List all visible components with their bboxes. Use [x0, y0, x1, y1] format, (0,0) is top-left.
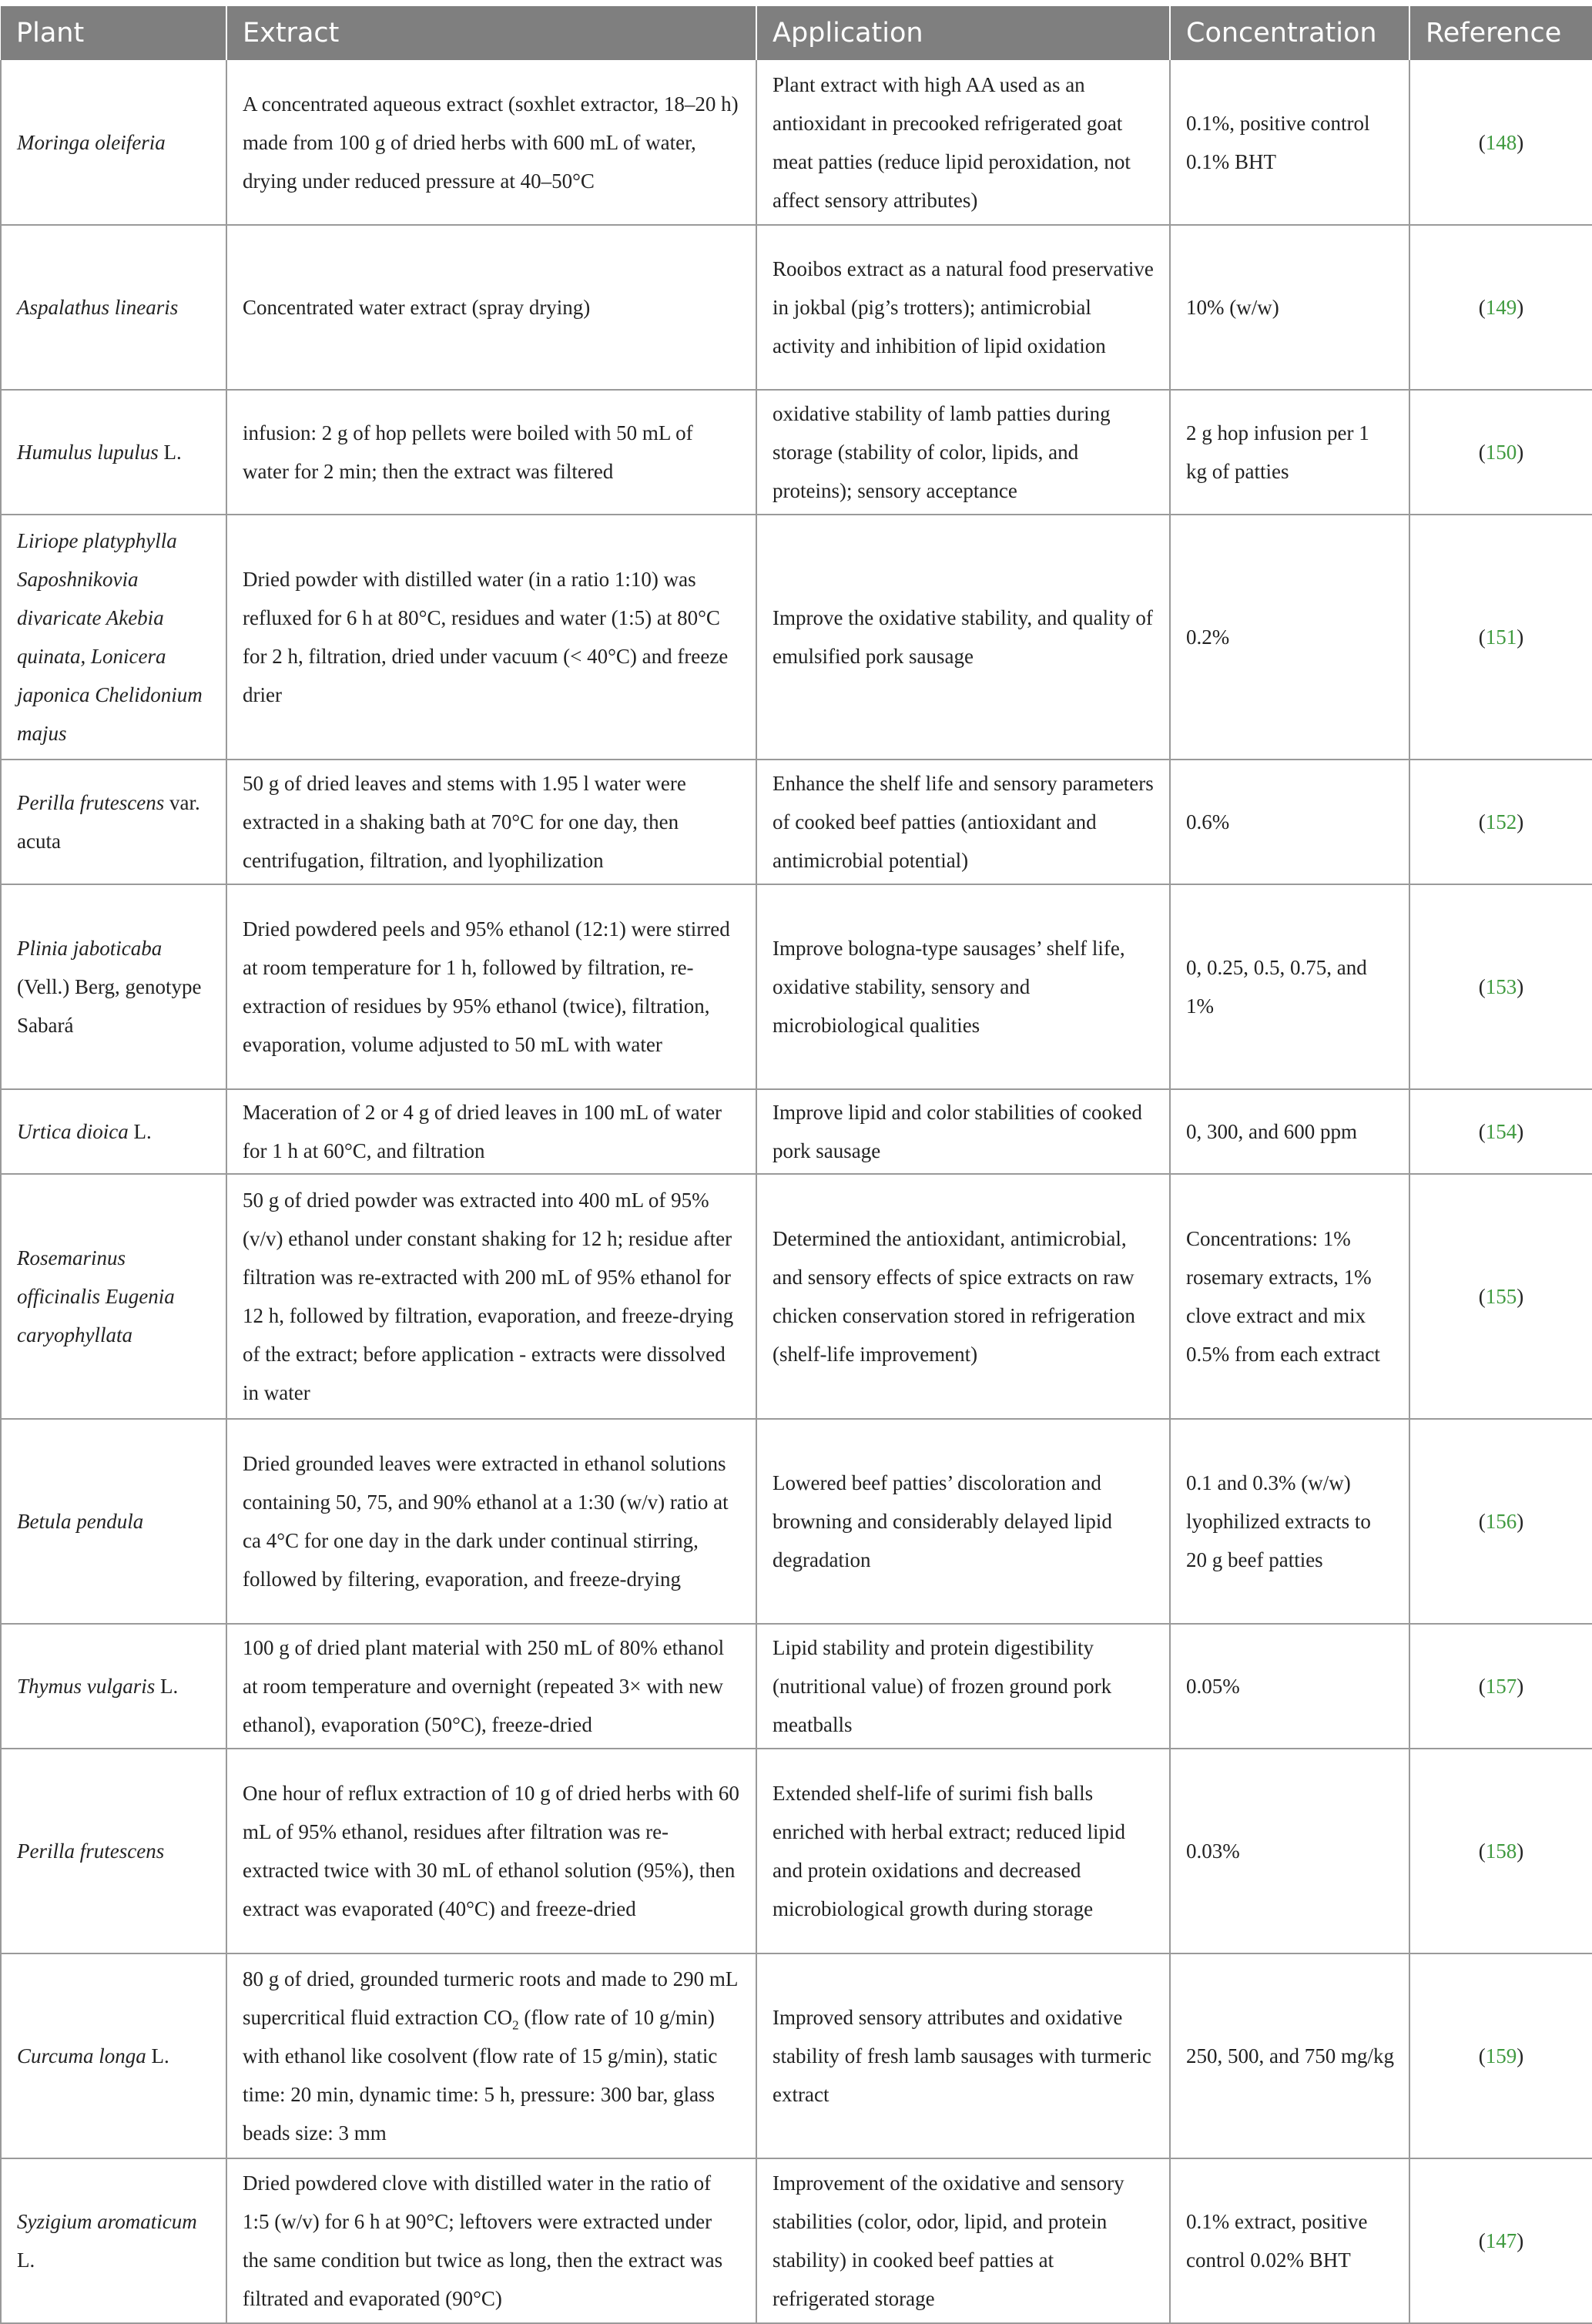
header-concentration: Concentration	[1170, 6, 1409, 60]
reference-cell: (152)	[1409, 760, 1592, 884]
reference-link[interactable]: 153	[1485, 975, 1517, 998]
plant-name: Rosemarinus officinalis Eugenia caryophyllata	[17, 1246, 175, 1346]
extract-cell: Dried powdered clove with distilled water in the ratio of 1:5 (w/v) for 6 h at 90°C; leftovers were extracted under the same condition but twice as long, then the extract was filtrated and evaporated (90°C)	[226, 2158, 756, 2323]
plant-name: Perilla frutescens	[17, 1839, 165, 1863]
reference-link[interactable]: 155	[1485, 1285, 1517, 1308]
extract-text-cont: (flow rate of 10 g/min) with ethanol like cosolvent (flow rate of 15 g/min), static time: 20 min, dynamic time: 5 h, pressure: 300 bar, glass beads size: 3 mm	[243, 2006, 718, 2145]
reference-link[interactable]: 151	[1485, 625, 1517, 649]
table-row	[1, 1749, 1592, 1953]
table-row	[1, 1419, 1592, 1624]
plant-name: Aspalathus linearis	[17, 296, 179, 319]
plant-cell	[1, 2158, 226, 2323]
plant-cell	[1, 1624, 226, 1749]
plant-name-suffix: L.	[158, 441, 182, 464]
plant-cell	[1, 1419, 226, 1624]
plant-name-suffix: L.	[155, 1675, 179, 1698]
plant-cell	[1, 1174, 226, 1419]
extract-cell	[226, 1953, 756, 2158]
plant-name: Betula pendula	[17, 1510, 144, 1533]
application-cell: Lipid stability and protein digestibility (nutritional value) of frozen ground pork meatballs	[756, 1624, 1170, 1749]
extract-cell: Maceration of 2 or 4 g of dried leaves in 100 mL of water for 1 h at 60°C, and filtration	[226, 1089, 756, 1174]
plant-cell	[1, 1089, 226, 1174]
reference-link[interactable]: 149	[1485, 296, 1517, 319]
application-cell: Rooibos extract as a natural food preservative in jokbal (pig’s trotters); antimicrobial activity and inhibition of lipid oxidation	[756, 225, 1170, 390]
extract-text: 80 g of dried, grounded turmeric roots and made to 290 mL supercritical fluid extraction CO	[243, 1967, 738, 2029]
plant-cell	[1, 60, 226, 225]
concentration-cell: Concentrations: 1% rosemary extracts, 1% clove extract and mix 0.5% from each extract	[1170, 1174, 1409, 1419]
concentration-cell: 2 g hop infusion per 1 kg of patties	[1170, 390, 1409, 515]
extract-cell: A concentrated aqueous extract (soxhlet extractor, 18–20 h) made from 100 g of dried herbs with 600 mL of water, drying under reduced pressure at 40–50°C	[226, 60, 756, 225]
header-plant: Plant	[1, 6, 226, 60]
concentration-cell: 0, 0.25, 0.5, 0.75, and 1%	[1170, 884, 1409, 1089]
application-cell: Improvement of the oxidative and sensory stabilities (color, odor, lipid, and protein stability) in cooked beef patties at refrigerated storage	[756, 2158, 1170, 2323]
reference-cell: (158)	[1409, 1749, 1592, 1953]
application-cell: Lowered beef patties’ discoloration and browning and considerably delayed lipid degradation	[756, 1419, 1170, 1624]
table-row	[1, 2158, 1592, 2323]
reference-cell: (154)	[1409, 1089, 1592, 1174]
reference-link[interactable]: 159	[1485, 2044, 1517, 2067]
application-cell: Improve the oxidative stability, and quality of emulsified pork sausage	[756, 515, 1170, 760]
table-row	[1, 1174, 1592, 1419]
table-row	[1, 1089, 1592, 1174]
plant-cell	[1, 225, 226, 390]
concentration-cell: 0.1%, positive control 0.1% BHT	[1170, 60, 1409, 225]
reference-link[interactable]: 150	[1485, 441, 1517, 464]
table-row	[1, 760, 1592, 884]
plant-cell	[1, 1749, 226, 1953]
table-row	[1, 225, 1592, 390]
application-cell: Improved sensory attributes and oxidative stability of fresh lamb sausages with turmeric extract	[756, 1953, 1170, 2158]
application-cell: Determined the antioxidant, antimicrobial, and sensory effects of spice extracts on raw chicken conservation stored in refrigeration (shelf-life improvement)	[756, 1174, 1170, 1419]
extract-cell: 50 g of dried leaves and stems with 1.95 l water were extracted in a shaking bath at 70°C for one day, then centrifugation, filtration, and lyophilization	[226, 760, 756, 884]
reference-link[interactable]: 157	[1485, 1675, 1517, 1698]
table-row	[1, 1624, 1592, 1749]
co2-subscript: 2	[512, 2017, 519, 2033]
reference-link[interactable]: 154	[1485, 1120, 1517, 1143]
application-cell: oxidative stability of lamb patties during storage (stability of color, lipids, and proteins); sensory acceptance	[756, 390, 1170, 515]
plant-cell	[1, 1953, 226, 2158]
header-reference: Reference	[1409, 6, 1592, 60]
reference-cell: (148)	[1409, 60, 1592, 225]
plant-name: Plinia jaboticaba	[17, 937, 163, 960]
concentration-cell: 0.05%	[1170, 1624, 1409, 1749]
application-cell: Plant extract with high AA used as an antioxidant in precooked refrigerated goat meat patties (reduce lipid peroxidation, not affect sensory attributes)	[756, 60, 1170, 225]
plant-name-suffix: L.	[128, 1120, 152, 1143]
extracts-table-container	[0, 6, 1592, 2324]
plant-name: Perilla frutescens	[17, 791, 165, 814]
plant-name-suffix: var. acuta	[17, 791, 200, 853]
concentration-cell: 0.03%	[1170, 1749, 1409, 1953]
table-row	[1, 390, 1592, 515]
plant-name: Liriope platyphylla Saposhnikovia divaricate Akebia quinata, Lonicera japonica Chelidonium majus	[17, 529, 203, 745]
concentration-cell: 250, 500, and 750 mg/kg	[1170, 1953, 1409, 2158]
reference-cell: (153)	[1409, 884, 1592, 1089]
plant-extracts-table	[0, 6, 1592, 2324]
concentration-cell: 0, 300, and 600 ppm	[1170, 1089, 1409, 1174]
reference-cell: (147)	[1409, 2158, 1592, 2323]
reference-cell: (157)	[1409, 1624, 1592, 1749]
reference-link[interactable]: 152	[1485, 810, 1517, 833]
extract-cell: 100 g of dried plant material with 250 mL of 80% ethanol at room temperature and overnight (repeated 3× with new ethanol), evaporation (50°C), freeze-dried	[226, 1624, 756, 1749]
header-extract: Extract	[226, 6, 756, 60]
reference-link[interactable]: 158	[1485, 1839, 1517, 1863]
reference-link[interactable]: 148	[1485, 130, 1517, 154]
concentration-cell: 0.1% extract, positive control 0.02% BHT	[1170, 2158, 1409, 2323]
extract-cell: Dried powder with distilled water (in a ratio 1:10) was refluxed for 6 h at 80°C, residues and water (1:5) at 80°C for 2 h, filtration, dried under vacuum (< 40°C) and freeze drier	[226, 515, 756, 760]
plant-cell	[1, 390, 226, 515]
plant-name: Urtica dioica	[17, 1120, 129, 1143]
application-cell: Improve lipid and color stabilities of cooked pork sausage	[756, 1089, 1170, 1174]
plant-name: Humulus lupulus	[17, 441, 159, 464]
table-header-row	[1, 6, 1592, 60]
table-row	[1, 515, 1592, 760]
plant-name-suffix: (Vell.) Berg, genotype Sabará	[17, 975, 202, 1037]
reference-cell: (155)	[1409, 1174, 1592, 1419]
table-row	[1, 1953, 1592, 2158]
extract-cell: Dried powdered peels and 95% ethanol (12:1) were stirred at room temperature for 1 h, followed by filtration, re-extraction of residues by 95% ethanol (twice), filtration, evaporation, volume adjusted to 50 mL with water	[226, 884, 756, 1089]
extract-cell: 50 g of dried powder was extracted into 400 mL of 95% (v/v) ethanol under constant shaking for 12 h; residue after filtration was re-extracted with 200 mL of 95% ethanol for 12 h, followed by filtration, evaporation, and freeze-drying of the extract; before application - extracts were dissolved in water	[226, 1174, 756, 1419]
concentration-cell: 0.6%	[1170, 760, 1409, 884]
application-cell: Enhance the shelf life and sensory parameters of cooked beef patties (antioxidant and antimicrobial potential)	[756, 760, 1170, 884]
plant-cell	[1, 884, 226, 1089]
plant-cell	[1, 760, 226, 884]
extract-cell: infusion: 2 g of hop pellets were boiled with 50 mL of water for 2 min; then the extract was filtered	[226, 390, 756, 515]
reference-cell: (159)	[1409, 1953, 1592, 2158]
reference-cell: (151)	[1409, 515, 1592, 760]
plant-name: Moringa oleiferia	[17, 130, 166, 154]
plant-name-suffix: L.	[17, 2249, 35, 2272]
application-cell: Improve bologna-type sausages’ shelf life, oxidative stability, sensory and microbiological qualities	[756, 884, 1170, 1089]
reference-cell: (150)	[1409, 390, 1592, 515]
plant-name: Thymus vulgaris	[17, 1675, 156, 1698]
extract-cell: Concentrated water extract (spray drying)	[226, 225, 756, 390]
extract-cell: One hour of reflux extraction of 10 g of dried herbs with 60 mL of 95% ethanol, residues after filtration was re-extracted twice with 30 mL of ethanol solution (95%), then extract was evaporated (40°C) and freeze-dried	[226, 1749, 756, 1953]
header-application: Application	[756, 6, 1170, 60]
plant-name: Syzigium aromaticum	[17, 2210, 197, 2233]
table-row	[1, 60, 1592, 225]
extract-cell: Dried grounded leaves were extracted in ethanol solutions containing 50, 75, and 90% ethanol at a 1:30 (w/v) ratio at ca 4°C for one day in the dark under continual stirring, followed by filtering, evaporation, and freeze-drying	[226, 1419, 756, 1624]
plant-cell	[1, 515, 226, 760]
plant-name: Curcuma longa	[17, 2044, 146, 2067]
reference-link[interactable]: 156	[1485, 1510, 1517, 1533]
concentration-cell: 0.2%	[1170, 515, 1409, 760]
concentration-cell: 10% (w/w)	[1170, 225, 1409, 390]
application-cell: Extended shelf-life of surimi fish balls enriched with herbal extract; reduced lipid and protein oxidations and decreased microbiological growth during storage	[756, 1749, 1170, 1953]
reference-cell: (156)	[1409, 1419, 1592, 1624]
reference-link[interactable]: 147	[1485, 2229, 1517, 2252]
table-row	[1, 884, 1592, 1089]
concentration-cell: 0.1 and 0.3% (w/w) lyophilized extracts to 20 g beef patties	[1170, 1419, 1409, 1624]
plant-name-suffix: L.	[146, 2044, 169, 2067]
reference-cell: (149)	[1409, 225, 1592, 390]
